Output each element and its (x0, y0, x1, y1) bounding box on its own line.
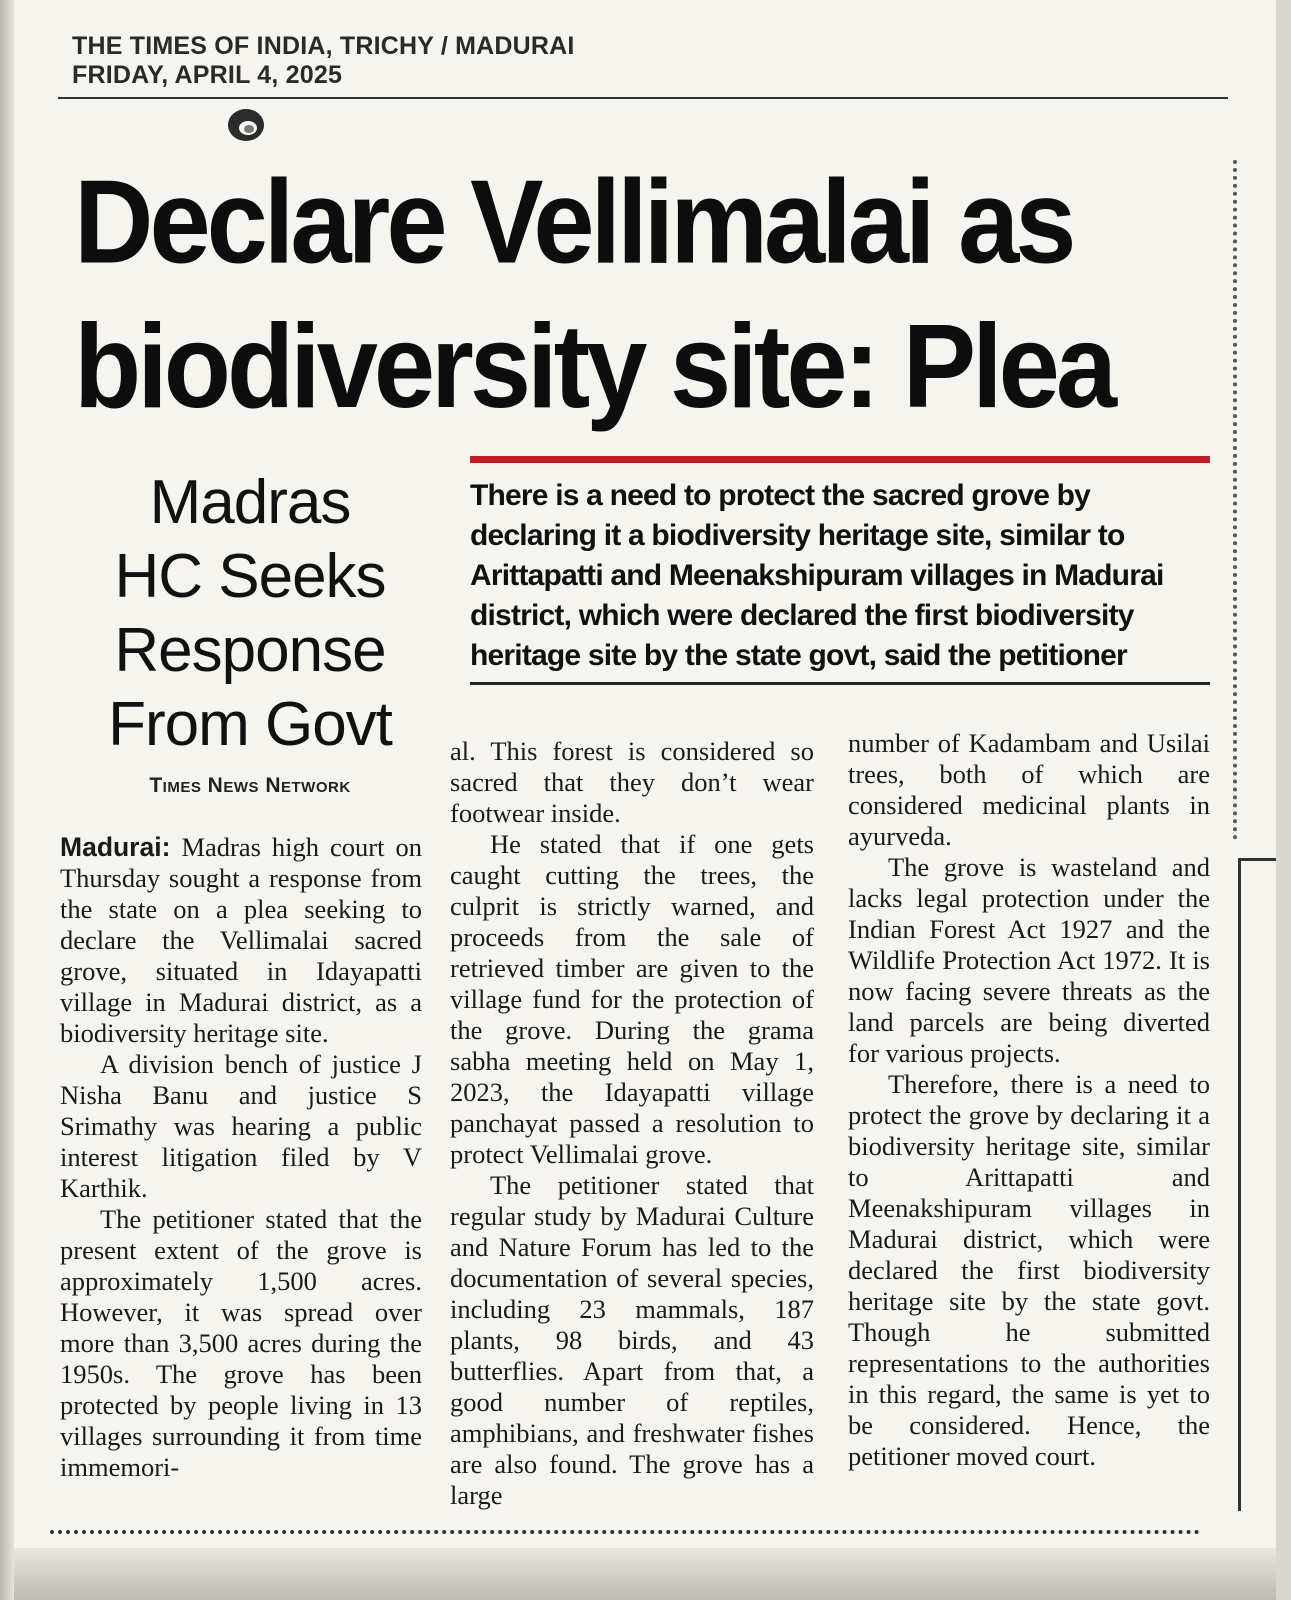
subhead-line-2: HC Seeks (114, 542, 386, 611)
bottom-divider-dotted (50, 1530, 1200, 1534)
column-divider-dotted (1233, 160, 1237, 840)
masthead-rule (58, 97, 1228, 99)
pullquote-bottom-rule (470, 682, 1210, 685)
page-left-edge (0, 0, 14, 1600)
byline: Times News Network (149, 774, 351, 797)
pullquote: There is a need to protect the sacred grove by declaring it a biodiversity heritage site, similar to Arittapatti and Meenakshipuram villages in Madurai district, which were declared the first biodiversity heritage site by the state govt, said the petitioner (470, 479, 1164, 672)
article-paragraph: number of Kadambam and Usilai trees, both of which are considered medicinal plants in ayurveda. (848, 728, 1210, 851)
article-paragraph (60, 832, 422, 1049)
subhead-line-3: Response (114, 616, 386, 685)
subhead-line-1: Madras (149, 468, 351, 537)
subhead-line-4: From Govt (108, 690, 392, 759)
adjacent-article-border (1238, 858, 1276, 1511)
masthead-publication: THE TIMES OF INDIA, TRICHY / MADURAI (72, 32, 575, 60)
article-paragraph: Therefore, there is a need to protect the grove by declaring it a biodiversity heritage site, similar to Arittapatti and Meenakshipuram villages in Madurai district, which were declared the first biodiversity heritage site by the state govt. Though he submitted representations to the authorities in this regard, the same is yet to be considered. Hence, the petitioner moved court. (848, 1069, 1210, 1471)
headline-line-2: biodiversity site: Plea (74, 300, 1113, 433)
article-paragraph: The petitioner stated that the present extent of the grove is approximately 1,500 acres. However, it was spread over more than 3,500 acres during the 1950s. The grove has been protected by people living in 13 villages surrounding it from time immemori- (60, 1204, 422, 1482)
article-paragraph: The grove is wasteland and lacks legal protection under the Indian Forest Act 1927 and the Wildlife Protection Act 1972. It is now facing severe threats as the land parcels are being diverted for various projects. (848, 852, 1210, 1068)
masthead-date: FRIDAY, APRIL 4, 2025 (72, 61, 343, 89)
article-column-1 (60, 832, 422, 1483)
article-column-3 (848, 728, 1210, 1472)
article-paragraph: al. This forest is considered so sacred that they don’t wear footwear inside. (450, 736, 814, 828)
headline (74, 150, 1224, 439)
article-paragraph: The petitioner stated that regular study by Madurai Culture and Nature Forum has led to the documentation of several species, including 23 mammals, 187 plants, 98 birds, and 43 butterflies. Apart from that, a good number of reptiles, amphibians, and freshwater fishes are also found. The grove has a large (450, 1170, 814, 1510)
article-paragraph: He stated that if one gets caught cutting the trees, the culprit is strictly warned, and proceeds from the sale of retrieved timber are given to the village fund for the protection of the grove. During the grama sabha meeting held on May 1, 2023, the Idayapatti village panchayat passed a resolution to protect Vellimalai grove. (450, 829, 814, 1169)
masthead (72, 32, 575, 90)
page-bottom-shadow (14, 1548, 1276, 1600)
newspaper-logo-icon (224, 104, 268, 144)
dateline: Madurai: (60, 832, 171, 862)
pullquote-red-rule (470, 456, 1210, 463)
newspaper-page (14, 0, 1276, 1600)
subheadline (60, 466, 440, 762)
headline-line-1: Declare Vellimalai as (74, 155, 1073, 289)
article-column-2 (450, 736, 814, 1511)
article-paragraph: A division bench of justice J Nisha Banu and justice S Srimathy was hearing a public interest litigation filed by V Karthik. (60, 1049, 422, 1203)
paragraph-text: Madras high court on Thursday sought a response from the state on a plea seeking to declare the Vellimalai sacred grove, situated in Idayapatti village in Madurai district, as a biodiversity heritage site. (60, 832, 423, 1048)
